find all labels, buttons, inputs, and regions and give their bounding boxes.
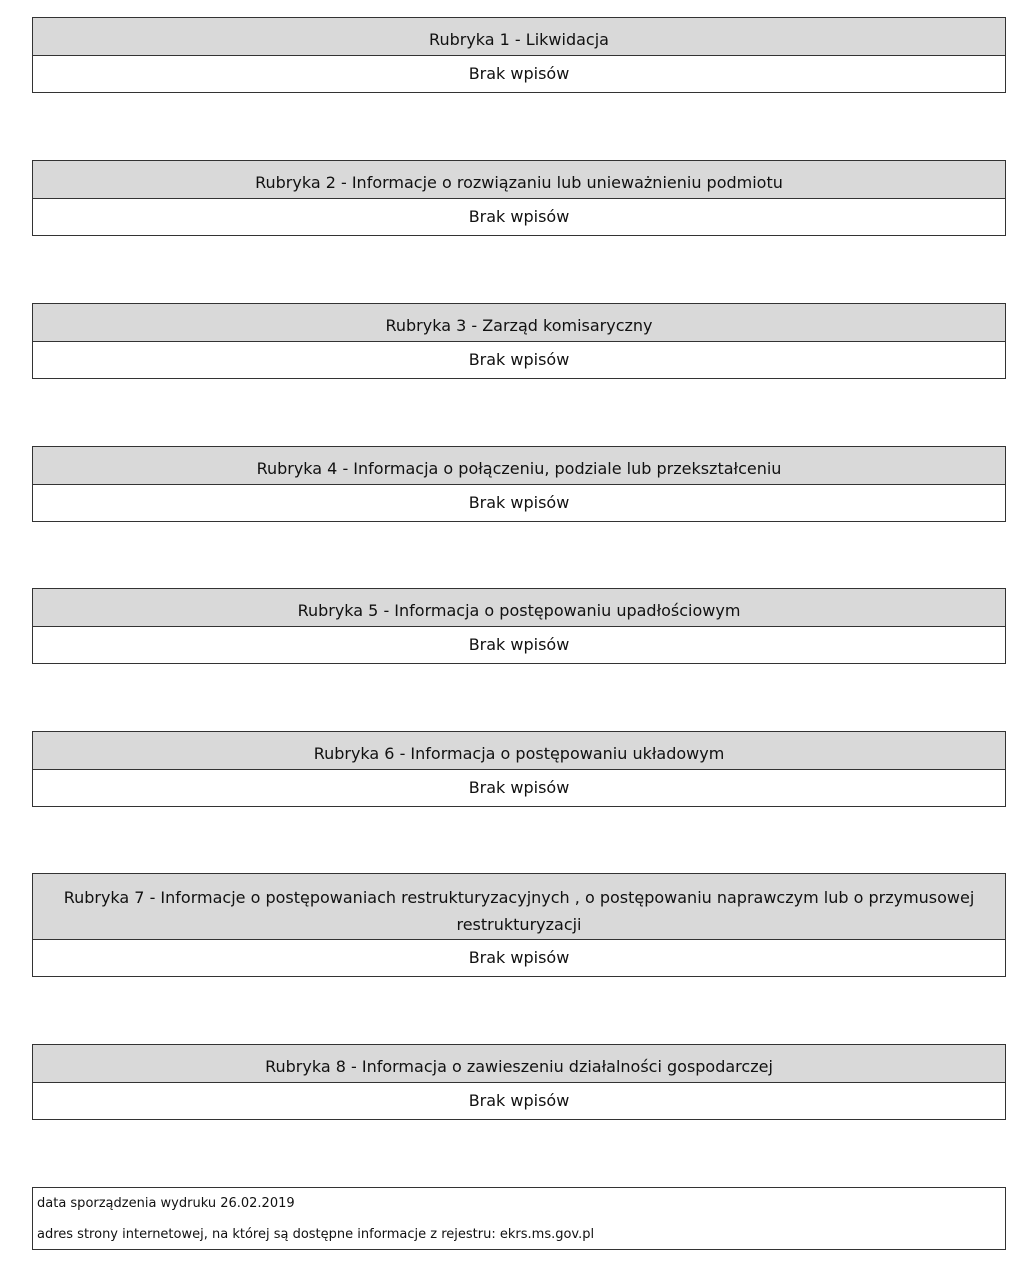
website-address: adres strony internetowej, na której są dostępne informacje z rejestru: ekrs.ms.gov.pl <box>37 1227 595 1242</box>
section-title: Rubryka 1 - Likwidacja <box>33 18 1005 56</box>
section-title: Rubryka 6 - Informacja o postępowaniu układowym <box>33 732 1005 770</box>
section-title: Rubryka 2 - Informacje o rozwiązaniu lub unieważnieniu podmiotu <box>33 161 1005 199</box>
print-date: data sporządzenia wydruku 26.02.2019 <box>37 1196 295 1211</box>
section-rubryka-1 <box>32 17 1006 93</box>
section-value: Brak wpisów <box>33 1083 1005 1119</box>
section-value: Brak wpisów <box>33 342 1005 378</box>
section-value: Brak wpisów <box>33 940 1005 976</box>
section-rubryka-8 <box>32 1044 1006 1120</box>
section-rubryka-7 <box>32 873 1006 977</box>
section-value: Brak wpisów <box>33 627 1005 663</box>
section-title: Rubryka 3 - Zarząd komisaryczny <box>33 304 1005 342</box>
section-rubryka-6 <box>32 731 1006 807</box>
print-footer <box>32 1187 1006 1250</box>
section-value: Brak wpisów <box>33 485 1005 521</box>
section-value: Brak wpisów <box>33 199 1005 235</box>
section-title: Rubryka 5 - Informacja o postępowaniu upadłościowym <box>33 589 1005 627</box>
section-title: Rubryka 4 - Informacja o połączeniu, podziale lub przekształceniu <box>33 447 1005 485</box>
section-rubryka-4 <box>32 446 1006 522</box>
section-title: Rubryka 8 - Informacja o zawieszeniu działalności gospodarczej <box>33 1045 1005 1083</box>
section-rubryka-5 <box>32 588 1006 664</box>
section-value: Brak wpisów <box>33 770 1005 806</box>
section-rubryka-3 <box>32 303 1006 379</box>
section-rubryka-2 <box>32 160 1006 236</box>
section-title: Rubryka 7 - Informacje o postępowaniach restrukturyzacyjnych , o postępowaniu naprawczym lub o przymusowej restrukturyzacji <box>33 874 1005 940</box>
section-value: Brak wpisów <box>33 56 1005 92</box>
